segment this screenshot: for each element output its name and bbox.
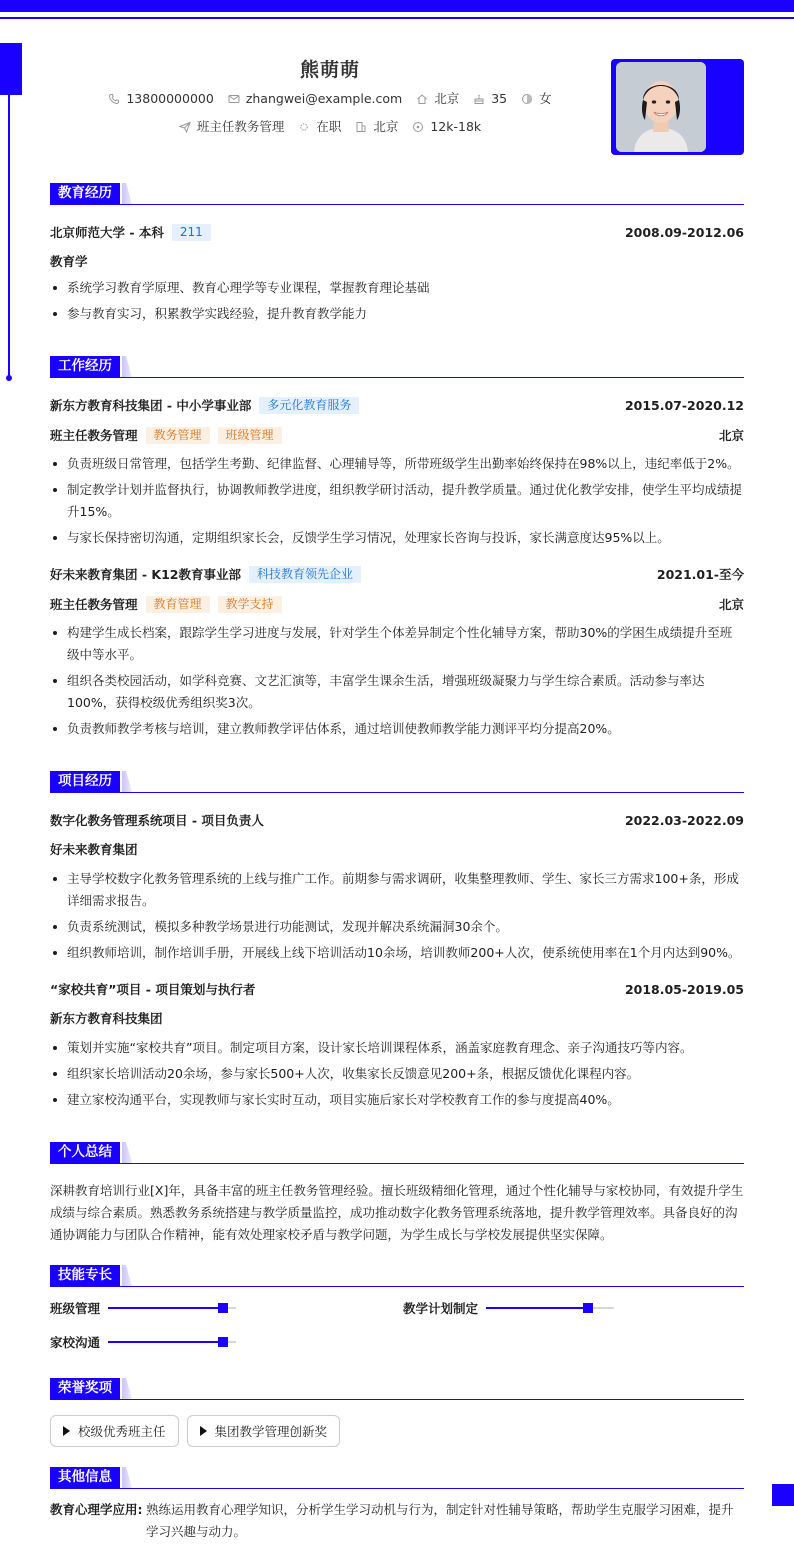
skills-grid xyxy=(50,1297,744,1353)
section-title: 荣誉奖项 xyxy=(50,1378,120,1399)
mail-icon xyxy=(228,93,240,105)
home-icon xyxy=(416,93,428,105)
section-title-tail xyxy=(122,356,132,377)
awards-list xyxy=(50,1415,744,1447)
job-entry xyxy=(50,390,744,549)
project-title-row xyxy=(50,805,744,835)
education-section xyxy=(50,183,744,329)
phone-icon xyxy=(108,93,120,105)
list-item: 负责班级日常管理，包括学生考勤、纪律监督、心理辅导等，所带班级学生出勤率始终保持在98%以上，违纪率低于2%。 xyxy=(50,453,744,475)
skill-name: 班级管理 xyxy=(50,1301,101,1316)
education-header xyxy=(50,183,744,205)
section-title-tail xyxy=(122,183,132,204)
school-name: 北京师范大学 - 本科 xyxy=(50,225,164,240)
job-role: 班主任教务管理 xyxy=(50,428,138,443)
email-item xyxy=(228,85,402,113)
age-value: 35 xyxy=(491,91,508,106)
award-chip xyxy=(50,1415,179,1447)
salary-value: 12k-18k xyxy=(430,119,482,134)
job-target-item xyxy=(179,113,285,141)
corner-accent-block xyxy=(772,1484,794,1506)
role-tag: 班级管理 xyxy=(218,427,282,444)
list-item: 建立家校沟通平台，实现教师与家长实时互动，项目实施后家长对学校教育工作的参与度提高40%。 xyxy=(50,1089,744,1111)
projects-section xyxy=(50,771,744,1115)
gender-icon xyxy=(521,93,533,105)
skill-name: 家校沟通 xyxy=(50,1335,101,1350)
section-title-tail xyxy=(122,771,132,792)
project-period: 2018.05-2019.05 xyxy=(624,981,744,997)
project-name: 数字化教务管理系统项目 - 项目负责人 xyxy=(50,813,264,828)
list-item: 组织家长培训活动20余场，参与家长500+人次，收集家长反馈意见200+条，根据反馈优化课程内容。 xyxy=(50,1063,744,1085)
skill-item xyxy=(50,1297,403,1319)
phone-number: 13800000000 xyxy=(126,91,214,106)
projects-header xyxy=(50,771,744,793)
skill-level-bar xyxy=(486,1307,614,1309)
job-bullets xyxy=(50,622,744,740)
job-target-value: 班主任教务管理 xyxy=(196,119,285,134)
company-tag: 多元化教育服务 xyxy=(259,397,359,414)
list-item: 负责教师教学考核与培训，建立教师教学评估体系，通过培训使教师教学能力测评平均分提高20%。 xyxy=(50,718,744,740)
play-triangle-icon xyxy=(63,1426,70,1436)
project-name: “家校共育”项目 - 项目策划与执行者 xyxy=(50,982,256,997)
section-title-tail xyxy=(122,1378,132,1399)
status-icon xyxy=(298,121,310,133)
list-item: 主导学校数字化教务管理系统的上线与推广工作。前期参与需求调研，收集整理教师、学生、家长三方需求100+条，形成详细需求报告。 xyxy=(50,868,744,912)
other-info-key: 教育心理学应用: xyxy=(50,1502,143,1517)
skill-name: 教学计划制定 xyxy=(403,1301,479,1316)
skill-level-bar xyxy=(108,1307,236,1309)
skill-level-knob xyxy=(218,1337,228,1347)
age-item xyxy=(473,85,507,113)
summary-section xyxy=(50,1142,744,1246)
skill-item xyxy=(403,1297,744,1319)
list-item: 系统学习教育学原理、教育心理学等专业课程，掌握教育理论基础 xyxy=(50,277,744,299)
target-city-value: 北京 xyxy=(373,119,399,134)
education-period: 2008.09-2012.06 xyxy=(624,224,744,240)
section-title: 其他信息 xyxy=(50,1467,120,1488)
section-title: 教育经历 xyxy=(50,183,120,204)
job-period: 2015.07-2020.12 xyxy=(624,397,744,413)
award-chip xyxy=(187,1415,341,1447)
role-tag: 教育管理 xyxy=(146,596,210,613)
status-value: 在职 xyxy=(316,119,342,134)
job-role-row xyxy=(50,420,744,450)
list-item: 负责系统测试，模拟多种教学场景进行功能测试，发现并解决系统漏洞30余个。 xyxy=(50,916,744,938)
list-item: 组织各类校园活动，如学科竞赛、文艺汇演等，丰富学生课余生活，增强班级凝聚力与学生综合素质。活动参与率达100%，获得校级优秀组织奖3次。 xyxy=(50,670,744,714)
job-role: 班主任教务管理 xyxy=(50,597,138,612)
skills-header xyxy=(50,1265,744,1287)
section-title-tail xyxy=(122,1265,132,1286)
candidate-name: 熊萌萌 xyxy=(299,59,360,81)
list-item: 构建学生成长档案，跟踪学生学习进度与发展，针对学生个体差异制定个性化辅导方案，帮助30%的学困生成绩提升至班级中等水平。 xyxy=(50,622,744,666)
major: 教育学 xyxy=(50,254,88,269)
education-bullets xyxy=(50,277,744,325)
target-city-item xyxy=(355,113,398,141)
section-title: 工作经历 xyxy=(50,356,120,377)
project-title-row xyxy=(50,974,744,1004)
skill-item xyxy=(50,1331,403,1353)
top-accent-line xyxy=(0,17,794,19)
section-title-tail xyxy=(122,1142,132,1163)
list-item: 制定教学计划并监督执行，协调教师教学进度，组织教学研讨活动，提升教学质量。通过优化教学安排，使学生平均成绩提升15%。 xyxy=(50,479,744,523)
phone-item xyxy=(108,85,213,113)
list-item: 参与教育实习，积累教学实践经验，提升教育教学能力 xyxy=(50,303,744,325)
other-info-value: 熟练运用教育心理学知识，分析学生学习动机与行为，制定针对性辅导策略，帮助学生克服学习困难，提升学习兴趣与动力。 xyxy=(146,1502,734,1539)
skill-level-fill xyxy=(108,1341,223,1343)
list-item: 与家长保持密切沟通，定期组织家长会，反馈学生学习情况，处理家长咨询与投诉，家长满意度达95%以上。 xyxy=(50,527,744,549)
section-title: 个人总结 xyxy=(50,1142,120,1163)
school-tag: 211 xyxy=(172,224,211,241)
job-company-row xyxy=(50,559,744,589)
skill-level-fill xyxy=(108,1307,223,1309)
avatar-photo xyxy=(616,62,706,152)
skill-level-knob xyxy=(218,1303,228,1313)
play-triangle-icon xyxy=(200,1426,207,1436)
other-header xyxy=(50,1467,744,1489)
contact-row xyxy=(50,85,610,113)
section-title-tail xyxy=(122,1467,132,1488)
building-icon xyxy=(355,121,367,133)
other-info-row xyxy=(50,1499,744,1543)
list-item: 组织教师培训，制作培训手册，开展线上线下培训活动10余场，培训教师200+人次，使系统使用率在1个月内达到90%。 xyxy=(50,942,744,964)
summary-text: 深耕教育培训行业[X]年，具备丰富的班主任教务管理经验。擅长班级精细化管理，通过个性化辅导与家校协同，有效提升学生成绩与综合素质。熟悉教务系统搭建与教学质量监控，成功推动数字化教务管理系统落地，提升教学管理效率。具备良好的沟通协调能力与团队合作精神，能有效处理家校矛盾与教学问题，为学生成长与学校发展提供坚实保障。 xyxy=(50,1183,744,1242)
company-name: 好未来教育集团 - K12教育事业部 xyxy=(50,567,241,582)
status-item xyxy=(298,113,341,141)
job-intent-row xyxy=(50,113,610,141)
project-org: 好未来教育集团 xyxy=(50,842,138,857)
role-tag: 教务管理 xyxy=(146,427,210,444)
work-section xyxy=(50,356,744,744)
project-period: 2022.03-2022.09 xyxy=(624,812,744,828)
summary-header xyxy=(50,1142,744,1164)
section-title: 技能专长 xyxy=(50,1265,120,1286)
resume-header xyxy=(50,55,610,141)
work-header xyxy=(50,356,744,378)
photo-frame xyxy=(611,59,744,155)
top-accent-bar xyxy=(0,0,794,12)
side-accent-line xyxy=(8,95,10,378)
skill-level-fill xyxy=(486,1307,588,1309)
awards-section xyxy=(50,1378,744,1447)
cake-icon xyxy=(473,93,485,105)
company-tag: 科技教育领先企业 xyxy=(249,566,361,583)
project-org: 新东方教育科技集团 xyxy=(50,1011,163,1026)
role-tag: 教学支持 xyxy=(218,596,282,613)
job-location: 北京 xyxy=(718,597,744,612)
skills-section xyxy=(50,1265,744,1353)
project-entry xyxy=(50,805,744,964)
project-bullets xyxy=(50,1037,744,1111)
job-period: 2021.01-至今 xyxy=(656,567,744,582)
gender-item xyxy=(521,85,552,113)
awards-header xyxy=(50,1378,744,1400)
skill-level-knob xyxy=(583,1303,593,1313)
section-title: 项目经历 xyxy=(50,771,120,792)
job-entry xyxy=(50,559,744,740)
email-address: zhangwei@example.com xyxy=(245,91,403,106)
job-location: 北京 xyxy=(718,428,744,443)
avatar-illustration xyxy=(616,62,706,152)
city-value: 北京 xyxy=(434,91,460,106)
list-item: 策划并实施“家校共育”项目。制定项目方案，设计家长培训课程体系，涵盖家庭教育理念、亲子沟通技巧等内容。 xyxy=(50,1037,744,1059)
city-item xyxy=(416,85,459,113)
salary-icon xyxy=(412,121,424,133)
other-section xyxy=(50,1467,744,1543)
project-bullets xyxy=(50,868,744,964)
salary-item xyxy=(412,113,481,141)
job-bullets xyxy=(50,453,744,549)
send-icon xyxy=(179,121,191,133)
education-entry-row xyxy=(50,217,744,247)
project-entry xyxy=(50,974,744,1111)
job-role-row xyxy=(50,589,744,619)
job-company-row xyxy=(50,390,744,420)
company-name: 新东方教育科技集团 - 中小学事业部 xyxy=(50,398,252,413)
award-name: 校级优秀班主任 xyxy=(78,1424,166,1439)
skill-level-bar xyxy=(108,1341,236,1343)
side-accent-dot xyxy=(6,375,12,381)
side-accent-block xyxy=(0,43,22,95)
gender-value: 女 xyxy=(539,91,552,106)
award-name: 集团教学管理创新奖 xyxy=(214,1424,328,1439)
